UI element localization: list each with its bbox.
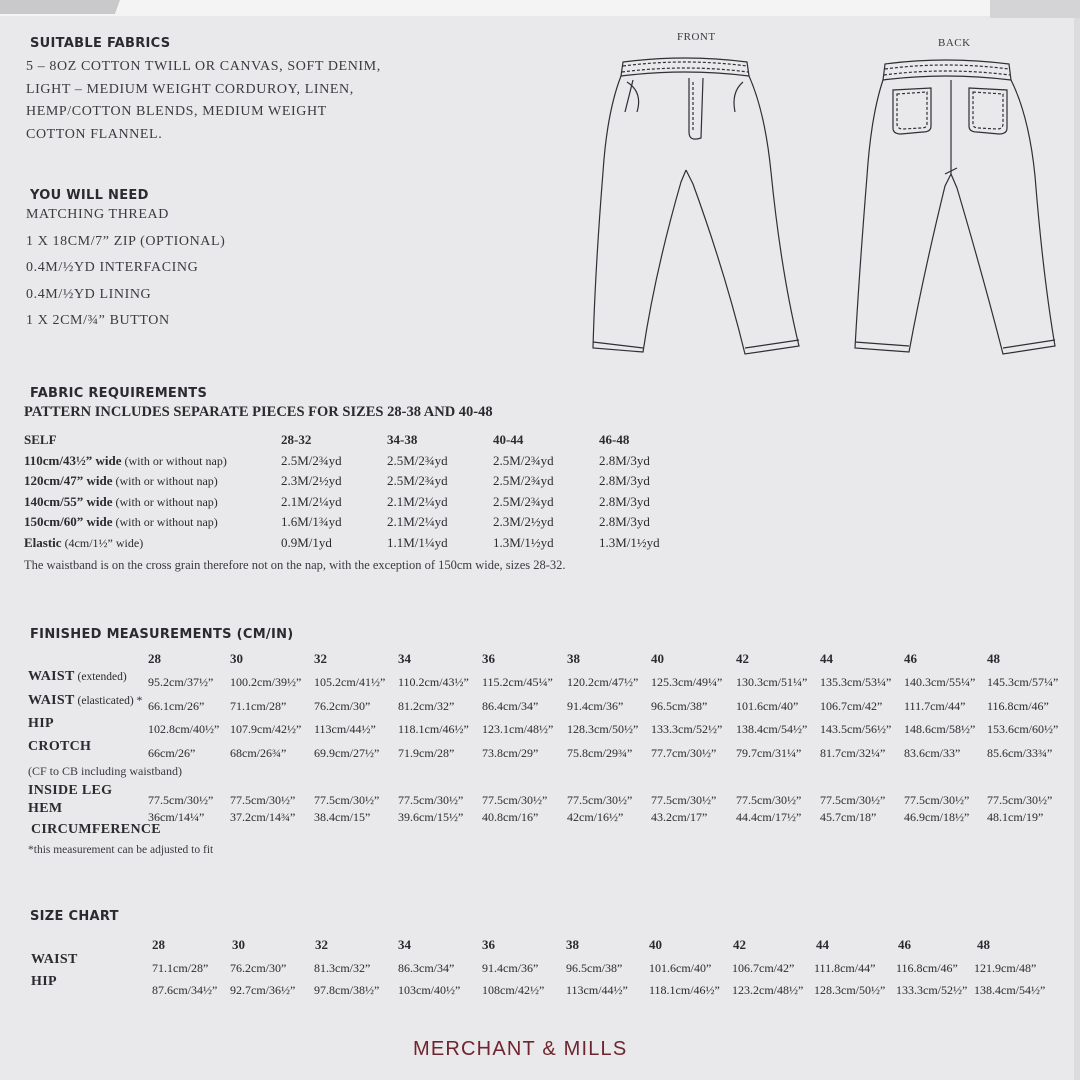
size-chart-cell: 108cm/42½” xyxy=(482,983,545,997)
column-header: 40-44 xyxy=(493,432,524,448)
fabric-subheading: PATTERN INCLUDES SEPARATE PIECES FOR SIZES 28-38 AND 40-48 xyxy=(24,404,493,420)
measurement-cell: 135.3cm/53¼” xyxy=(820,675,892,689)
width-label: Elastic xyxy=(24,534,62,550)
row-label-waist-elas-qualifier: (elasticated) * xyxy=(74,695,143,707)
table-cell: 2.8M/3yd xyxy=(599,473,650,489)
fabric-line: 5 – 8OZ COTTON TWILL OR CANVAS, SOFT DENIM, xyxy=(26,59,381,74)
need-item: 1 X 18CM/7” ZIP (OPTIONAL) xyxy=(26,233,226,249)
measurement-cell: 86.4cm/34” xyxy=(482,699,539,713)
table-cell: 2.5M/2¾yd xyxy=(493,473,554,489)
size-chart-cell: 97.8cm/38½” xyxy=(314,983,380,997)
table-cell: 2.8M/3yd xyxy=(599,514,650,530)
table-cell: 2.3M/2½yd xyxy=(493,514,554,530)
table-cell: 2.5M/2¾yd xyxy=(387,452,448,468)
table-cell: 1.6M/1¾yd xyxy=(281,514,342,530)
measurement-cell: 128.3cm/50½” xyxy=(567,722,639,736)
row-label-hem-text: HEM xyxy=(28,801,63,816)
suitable-fabrics-text xyxy=(26,56,381,146)
size-header: 32 xyxy=(314,651,327,666)
measurement-cell: 77.5cm/30½” xyxy=(987,793,1053,807)
measurement-cell: 123.1cm/48½” xyxy=(482,722,554,736)
size-chart-cell: 76.2cm/30” xyxy=(230,961,287,975)
width-label: 110cm/43½” wide xyxy=(24,452,122,468)
size-header: 32 xyxy=(315,937,328,952)
measurement-cell: 77.5cm/30½” xyxy=(904,793,970,807)
column-header: 28-32 xyxy=(281,432,312,448)
need-item: 1 X 2CM/¾” BUTTON xyxy=(26,313,170,328)
size-header: 44 xyxy=(820,651,833,666)
size-chart-cell: 123.2cm/48½” xyxy=(732,983,804,997)
size-header: 28 xyxy=(152,937,165,952)
suitable-fabrics-heading: SUITABLE FABRICS xyxy=(30,36,171,51)
measurement-cell: 106.7cm/42” xyxy=(820,699,883,713)
measurement-cell: 102.8cm/40½” xyxy=(148,722,220,736)
measurement-cell: 115.2cm/45¼” xyxy=(482,675,553,689)
size-header: 36 xyxy=(482,937,495,952)
measurement-cell: 79.7cm/31¼” xyxy=(736,746,802,760)
measurement-cell: 91.4cm/36” xyxy=(567,699,624,713)
size-chart-cell: 111.8cm/44” xyxy=(814,961,876,975)
table-cell: 2.8M/3yd xyxy=(599,452,650,468)
size-chart-cell: 138.4cm/54½” xyxy=(974,983,1046,997)
column-header: 46-48 xyxy=(599,432,630,448)
width-label: 140cm/55” wide xyxy=(24,493,113,509)
row-label-hip-text: HIP xyxy=(28,716,54,731)
table-cell: 2.5M/2¾yd xyxy=(281,452,342,468)
measurement-cell: 42cm/16½” xyxy=(567,810,624,824)
table-cell: 2.8M/3yd xyxy=(599,493,650,509)
size-chart-cell: 92.7cm/36½” xyxy=(230,983,296,997)
row-label xyxy=(24,494,281,510)
measurement-cell: 76.2cm/30” xyxy=(314,699,371,713)
measurement-cell: 118.1cm/46½” xyxy=(398,722,469,736)
measurement-cell: 125.3cm/49¼” xyxy=(651,675,723,689)
footnote: *this measurement can be adjusted to fit xyxy=(28,844,214,856)
finished-measurements-heading: FINISHED MEASUREMENTS (CM/IN) xyxy=(30,627,294,642)
measurement-cell: 37.2cm/14¾” xyxy=(230,810,296,824)
width-sub: (4cm/1½” wide) xyxy=(61,535,144,550)
measurement-cell: 107.9cm/42½” xyxy=(230,722,302,736)
fabric-line: LIGHT – MEDIUM WEIGHT CORDUROY, LINEN, xyxy=(26,81,354,97)
row-label-inside-leg xyxy=(28,783,112,799)
measurement-cell: 143.5cm/56½” xyxy=(820,722,892,736)
table-cell: 0.9M/1yd xyxy=(281,534,332,550)
row-label-hem-circumference: CIRCUMFERENCE xyxy=(31,822,161,837)
table-cell: 2.3M/2½yd xyxy=(281,473,342,489)
size-header: 36 xyxy=(482,651,495,666)
table-header-row xyxy=(24,430,705,451)
measurement-cell: 46.9cm/18½” xyxy=(904,810,970,824)
measurement-cell: 73.8cm/29” xyxy=(482,746,539,760)
measurement-cell: 77.5cm/30½” xyxy=(398,793,464,807)
measurement-cell: 69.9cm/27½” xyxy=(314,746,380,760)
measurement-cell: 105.2cm/41½” xyxy=(314,675,386,689)
measurement-cell: 77.7cm/30½” xyxy=(651,746,717,760)
table-row xyxy=(24,533,705,554)
measurement-cell: 71.1cm/28” xyxy=(230,699,287,713)
measurement-cell: 85.6cm/33¾” xyxy=(987,746,1053,760)
measurement-cell: 130.3cm/51¼” xyxy=(736,675,808,689)
size-header: 40 xyxy=(651,651,664,666)
size-header: 48 xyxy=(987,651,1000,666)
table-cell: 1.3M/1½yd xyxy=(599,534,660,550)
size-chart-cell: 113cm/44½” xyxy=(566,983,628,997)
measurement-cell: 75.8cm/29¾” xyxy=(567,746,633,760)
measurement-cell: 138.4cm/54½” xyxy=(736,722,808,736)
table-cell: 2.5M/2¾yd xyxy=(493,452,554,468)
measurement-cell: 77.5cm/30½” xyxy=(230,793,296,807)
size-chart-hip-label-text: HIP xyxy=(31,974,57,989)
size-chart-heading: SIZE CHART xyxy=(30,909,119,924)
measurement-cell: 36cm/14¼” xyxy=(148,810,205,824)
size-header: 46 xyxy=(904,651,917,666)
measurement-cell: 45.7cm/18” xyxy=(820,810,877,824)
front-label: FRONT xyxy=(677,31,716,43)
measurement-cell: 116.8cm/46” xyxy=(987,699,1049,713)
measurement-cell: 120.2cm/47½” xyxy=(567,675,639,689)
size-header: 42 xyxy=(736,651,749,666)
size-header: 48 xyxy=(977,937,990,952)
size-chart-cell: 91.4cm/36” xyxy=(482,961,539,975)
size-chart-hip-label xyxy=(31,974,57,990)
row-label-inside-leg-text: INSIDE LEG xyxy=(28,783,113,798)
size-chart-cell: 87.6cm/34½” xyxy=(152,983,218,997)
measurement-cell: 113cm/44½” xyxy=(314,722,376,736)
size-header: 34 xyxy=(398,651,411,666)
row-label xyxy=(24,453,281,469)
measurement-cell: 100.2cm/39½” xyxy=(230,675,302,689)
back-label: BACK xyxy=(938,37,971,49)
table-cell: 2.5M/2¾yd xyxy=(493,493,554,509)
row-label-waist-ext-text: WAIST xyxy=(28,669,75,684)
need-item: MATCHING THREAD xyxy=(26,207,169,222)
measurement-cell: 77.5cm/30½” xyxy=(651,793,717,807)
size-chart-cell: 118.1cm/46½” xyxy=(649,983,720,997)
measurement-cell: 40.8cm/16” xyxy=(482,810,539,824)
measurement-cell: 83.6cm/33” xyxy=(904,746,961,760)
row-label-crotch-text: CROTCH xyxy=(28,739,92,754)
row-label xyxy=(24,514,281,530)
crotch-description: (CF to CB including waistband) xyxy=(28,764,182,778)
size-chart-cell: 106.7cm/42” xyxy=(732,961,795,975)
measurement-cell: 81.7cm/32¼” xyxy=(820,746,886,760)
width-sub: (with or without nap) xyxy=(112,515,218,530)
size-chart-cell: 81.3cm/32” xyxy=(314,961,371,975)
measurement-cell: 145.3cm/57¼” xyxy=(987,675,1059,689)
table-cell: 1.3M/1½yd xyxy=(493,534,554,550)
need-item: 0.4M/½YD INTERFACING xyxy=(26,260,199,275)
measurement-cell: 66cm/26” xyxy=(148,746,196,760)
measurement-cell: 77.5cm/30½” xyxy=(567,793,633,807)
measurement-cell: 101.6cm/40” xyxy=(736,699,799,713)
measurement-cell: 96.5cm/38” xyxy=(651,699,708,713)
measurement-cell: 148.6cm/58½” xyxy=(904,722,976,736)
you-will-need-heading: YOU WILL NEED xyxy=(30,188,149,203)
size-header: 46 xyxy=(898,937,911,952)
measurement-cell: 111.7cm/44” xyxy=(904,699,966,713)
you-will-need-list xyxy=(26,207,225,340)
column-header: 34-38 xyxy=(387,432,418,448)
waistband-note: The waistband is on the cross grain therefore not on the nap, with the exception of 150cm wide, sizes 28-32. xyxy=(24,558,566,572)
measurement-cell: 68cm/26¾” xyxy=(230,746,287,760)
table-cell: 2.1M/2¼yd xyxy=(387,514,448,530)
row-label-hem xyxy=(28,801,62,817)
table-row xyxy=(24,471,705,492)
size-chart-cell: 103cm/40½” xyxy=(398,983,461,997)
width-sub: (with or without nap) xyxy=(112,494,218,509)
table-cell: 2.5M/2¾yd xyxy=(387,473,448,489)
measurement-cell: 48.1cm/19” xyxy=(987,810,1044,824)
brand-logo: MERCHANT & MILLS xyxy=(413,1038,628,1060)
self-label: SELF xyxy=(24,432,57,448)
size-chart-cell: 101.6cm/40” xyxy=(649,961,712,975)
measurement-cell: 95.2cm/37½” xyxy=(148,675,214,689)
back-trousers-drawing xyxy=(845,56,1075,366)
size-header: 42 xyxy=(733,937,746,952)
table-row xyxy=(24,451,705,472)
measurement-cell: 153.6cm/60½” xyxy=(987,722,1059,736)
measurement-cell: 140.3cm/55¼” xyxy=(904,675,976,689)
measurement-cell: 43.2cm/17” xyxy=(651,810,708,824)
fabric-line: COTTON FLANNEL. xyxy=(26,126,163,142)
measurement-cell: 77.5cm/30½” xyxy=(482,793,548,807)
table-row xyxy=(24,492,705,513)
row-label xyxy=(24,535,281,551)
measurement-cell: 77.5cm/30½” xyxy=(820,793,886,807)
size-header: 34 xyxy=(398,937,411,952)
measurement-cell: 81.2cm/32” xyxy=(398,699,455,713)
fabric-line: HEMP/COTTON BLENDS, MEDIUM WEIGHT xyxy=(26,104,327,119)
fabric-requirements-table xyxy=(24,430,705,553)
front-trousers-drawing xyxy=(585,52,815,362)
page-top-edge xyxy=(0,0,1080,16)
size-chart-cell: 133.3cm/52½” xyxy=(896,983,968,997)
size-header: 44 xyxy=(816,937,829,952)
fabric-requirements-heading: FABRIC REQUIREMENTS xyxy=(30,386,208,401)
measurement-cell: 133.3cm/52½” xyxy=(651,722,723,736)
size-chart-cell: 121.9cm/48” xyxy=(974,961,1037,975)
size-header: 38 xyxy=(566,937,579,952)
measurement-cell: 66.1cm/26” xyxy=(148,699,205,713)
size-chart-waist-label-text: WAIST xyxy=(31,952,78,967)
size-header: 28 xyxy=(148,651,161,666)
table-cell: 1.1M/1¼yd xyxy=(387,534,448,550)
row-label-waist-elas xyxy=(28,693,142,709)
row-label-waist-ext-qualifier: (extended) xyxy=(74,671,127,683)
table-cell: 2.1M/2¼yd xyxy=(281,493,342,509)
measurement-cell: 77.5cm/30½” xyxy=(736,793,802,807)
measurement-cell: 38.4cm/15” xyxy=(314,810,371,824)
row-label-waist-ext xyxy=(28,669,127,685)
measurement-cell: 39.6cm/15½” xyxy=(398,810,464,824)
table-row xyxy=(24,512,705,533)
row-label-hip xyxy=(28,716,54,732)
size-header: 30 xyxy=(230,651,243,666)
size-header: 30 xyxy=(232,937,245,952)
width-sub: (with or without nap) xyxy=(112,474,218,489)
row-label-crotch xyxy=(28,739,91,755)
size-chart-cell: 96.5cm/38” xyxy=(566,961,623,975)
measurement-cell: 110.2cm/43½” xyxy=(398,675,469,689)
measurement-cell: 71.9cm/28” xyxy=(398,746,455,760)
size-header: 38 xyxy=(567,651,580,666)
width-label: 120cm/47” wide xyxy=(24,473,113,489)
need-item: 0.4M/½YD LINING xyxy=(26,286,152,302)
width-sub: (with or without nap) xyxy=(121,453,227,468)
size-chart-waist-label xyxy=(31,952,78,968)
row-label xyxy=(24,473,281,489)
row-label-waist-elas-text: WAIST xyxy=(28,693,75,708)
size-chart-cell: 71.1cm/28” xyxy=(152,961,209,975)
table-cell: 2.1M/2¼yd xyxy=(387,493,448,509)
size-chart-cell: 86.3cm/34” xyxy=(398,961,455,975)
width-label: 150cm/60” wide xyxy=(24,514,113,530)
size-chart-cell: 116.8cm/46” xyxy=(896,961,958,975)
measurement-cell: 44.4cm/17½” xyxy=(736,810,802,824)
size-chart-cell: 128.3cm/50½” xyxy=(814,983,886,997)
measurement-cell: 77.5cm/30½” xyxy=(148,793,214,807)
size-header: 40 xyxy=(649,937,662,952)
measurement-cell: 77.5cm/30½” xyxy=(314,793,380,807)
